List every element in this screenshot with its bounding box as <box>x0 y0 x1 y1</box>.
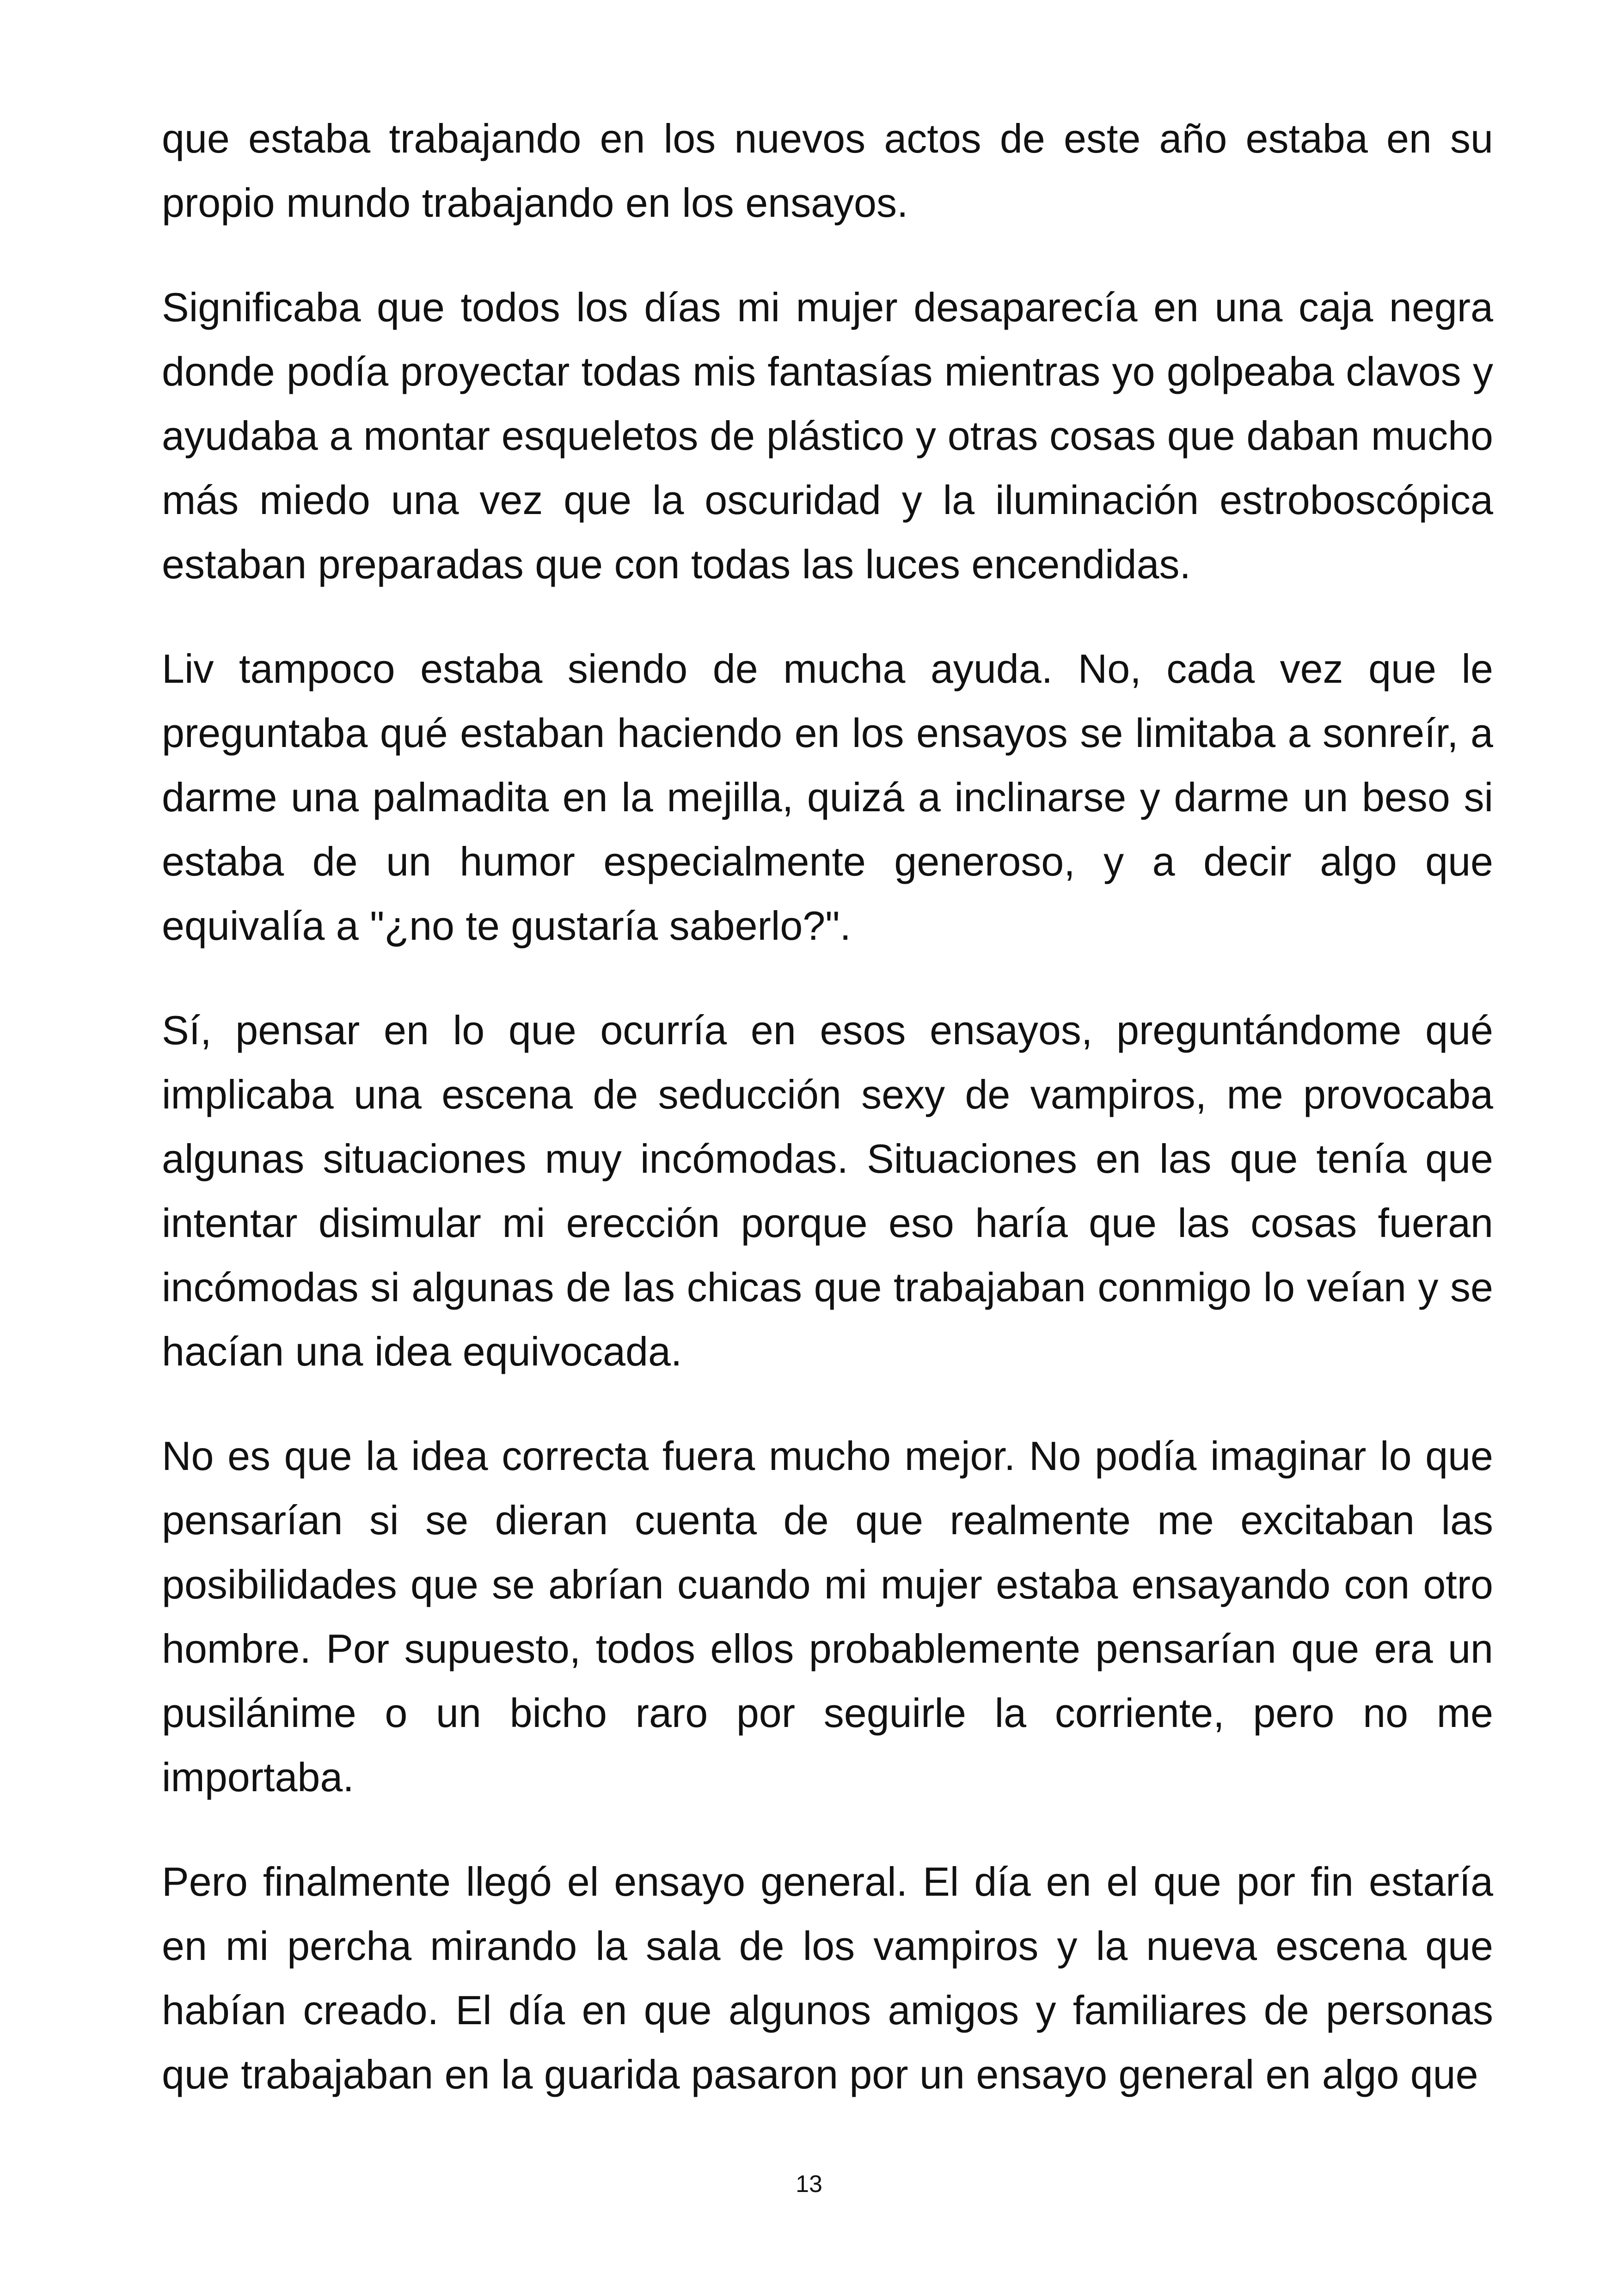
paragraph-6: Pero finalmente llegó el ensayo general. El día en el que por fin estaría en mi percha mirando la sala de los vampiros y la nueva escena que habían creado. El día en que algunos amigos y familiares de personas que trabajaban en la guarida pasaron por un ensayo general en algo que <box>162 1859 1493 2097</box>
paragraph-2: Significaba que todos los días mi mujer desaparecía en una caja negra donde podía proyectar todas mis fantasías mientras yo golpeaba clavos y ayudaba a montar esqueletos de plástico y otras cosas que daban mucho más miedo una vez que la oscuridad y la iluminación estroboscópica estaban preparadas que con todas las luces encendidas. <box>162 284 1493 587</box>
paragraph-3: Liv tampoco estaba siendo de mucha ayuda. No, cada vez que le preguntaba qué estaban haciendo en los ensayos se limitaba a sonreír, a darme una palmadita en la mejilla, quizá a inclinarse y darme un beso si estaba de un humor especialmente generoso, y a decir algo que equivalía a "¿no te gustaría saberlo?". <box>162 646 1493 949</box>
paragraph-1: que estaba trabajando en los nuevos actos de este año estaba en su propio mundo trabajando en los ensayos. <box>162 116 1493 226</box>
paragraph-4: Sí, pensar en lo que ocurría en esos ensayos, preguntándome qué implicaba una escena de seducción sexy de vampiros, me provocaba algunas situaciones muy incómodas. Situaciones en las que tenía que intentar disimular mi erección porque eso haría que las cosas fueran incómodas si algunas de las chicas que trabajaban conmigo lo veían y se hacían una idea equivocada. <box>162 1007 1493 1374</box>
paragraph-5: No es que la idea correcta fuera mucho mejor. No podía imaginar lo que pensarían si se dieran cuenta de que realmente me excitaban las posibilidades que se abrían cuando mi mujer estaba ensayando con otro hombre. Por supuesto, todos ellos probablemente pensarían que era un pusilánime o un bicho raro por seguirle la corriente, pero no me importaba. <box>162 1433 1493 1800</box>
body-text <box>162 106 1493 2106</box>
page-number: 13 <box>796 2171 822 2198</box>
